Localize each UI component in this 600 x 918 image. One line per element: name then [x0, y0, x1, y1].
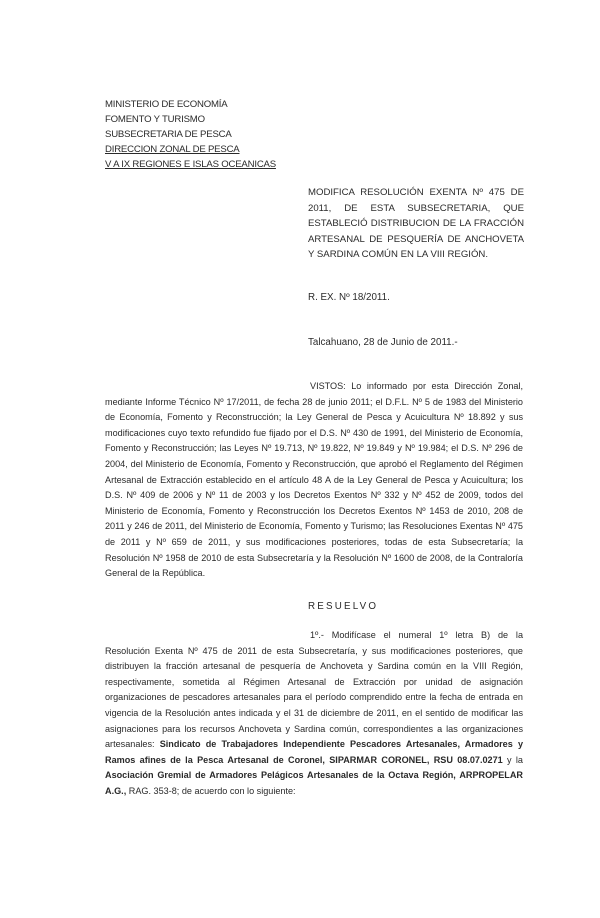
ministry-line: MINISTERIO DE ECONOMÍA [105, 99, 228, 110]
paragraph-text-c: RAG. 353-8; de acuerdo con lo siguiente: [126, 785, 296, 796]
vistos-text: Lo informado por esta Dirección Zonal, mediante Informe Técnico Nº 17/2011, de fecha 28 de junio 2011; el D.F.L. Nº 5 de 1983 del Ministerio de Economía, Fomento y Reconstrucción; la Ley General de Pesca y Acuicultura Nº 18.892 y sus modificaciones cuyo texto refundido fue fijado por el D.S. Nº 430 de 1991, del Ministerio de Economía, Fomento y Reconstrucción; las Leyes Nº 19.713, Nº 19.822, Nº 19.849 y Nº 19.984; el D.S. Nº 296 de 2004, del Ministerio de Economía, Fomento y Reconstrucción, que aprobó el Reglamento del Régimen Artesanal de Extracción establecido en el artículo 48 A de la Ley General de Pesca y Acuicultura; los D.S. Nº 409 de 2006 y Nº 11 de 2003 y los Decretos Exentos Nº 332 y Nº 452 de 2009, todos del Ministerio de Economía, Fomento y Reconstrucción los Decretos Exentos Nº 1453 de 2010, 208 de 2011 y 246 de 2011, del Ministerio de Economía, Fomento y Turismo; las Resoluciones Exentas Nº 475 de 2011 y Nº 659 de 2011, y sus modificaciones posteriores, todas de esta Subsecretaría; la Resolución Nº 1958 de 2010 de esta Subsecretaría y la Resolución Nº 1600 de 2008, de la Contraloría General de la República. [105, 381, 523, 579]
resuelvo-heading: RESUELVO [308, 601, 379, 612]
resolution-subject: MODIFICA RESOLUCIÓN EXENTA Nº 475 DE 2011, DE ESTA SUBSECRETARIA, QUE ESTABLECIÓ DISTRIBUCION DE LA FRACCIÓN ARTESANAL DE PESQUERÍA DE ANCHOVETA Y SARDINA COMÚN EN LA VIII REGIÓN. [308, 187, 524, 260]
paragraph-text-b: y la [502, 754, 523, 765]
zonal-direction-line: DIRECCION ZONAL DE PESCA [105, 144, 240, 155]
date-line: Talcahuano, 28 de Junio de 2011.- [308, 337, 458, 348]
resolution-number: R. EX. Nº 18/2011. [308, 292, 390, 303]
ministry-subline: FOMENTO Y TURISMO [105, 114, 205, 125]
paragraph-org-2: Asociación Gremial de Armadores Pelágicos Artesanales de la Octava Región, ARPROPELAR A.G., [105, 770, 523, 796]
resolution-paragraph-1 [105, 628, 523, 800]
paragraph-text-a: 1º.- Modifícase el numeral 1º letra B) de la Resolución Exenta Nº 475 de 2011 de esta Subsecretaría, y sus modificaciones posteriores, que distribuyen la fracción artesanal de pesquería de Anchoveta y Sardina común en la VIII Región, respectivamente, sometida al Régimen Artesanal de Extracción por unidad de asignación organizaciones de pescadores artesanales para el período comprendido entre la fecha de entrada en vigencia de la Resolución antes indicada y el 31 de diciembre de 2011, en el sentido de modificar las asignaciones para los recursos Anchoveta y Sardina común, correspondientes a las organizaciones artesanales: [105, 630, 523, 750]
paragraph-org-1: Sindicato de Trabajadores Independiente Pescadores Artesanales, Armadores y Ramos afines de la Pesca Artesanal de Coronel, SIPARMAR CORONEL, RSU 08.07.0271 [105, 739, 523, 765]
vistos-label: VISTOS: [310, 381, 346, 391]
subsecretary-line: SUBSECRETARIA DE PESCA [105, 129, 232, 140]
vistos-paragraph [105, 379, 523, 582]
letterhead [105, 97, 276, 172]
regions-line: V A IX REGIONES E ISLAS OCEANICAS [105, 159, 276, 170]
